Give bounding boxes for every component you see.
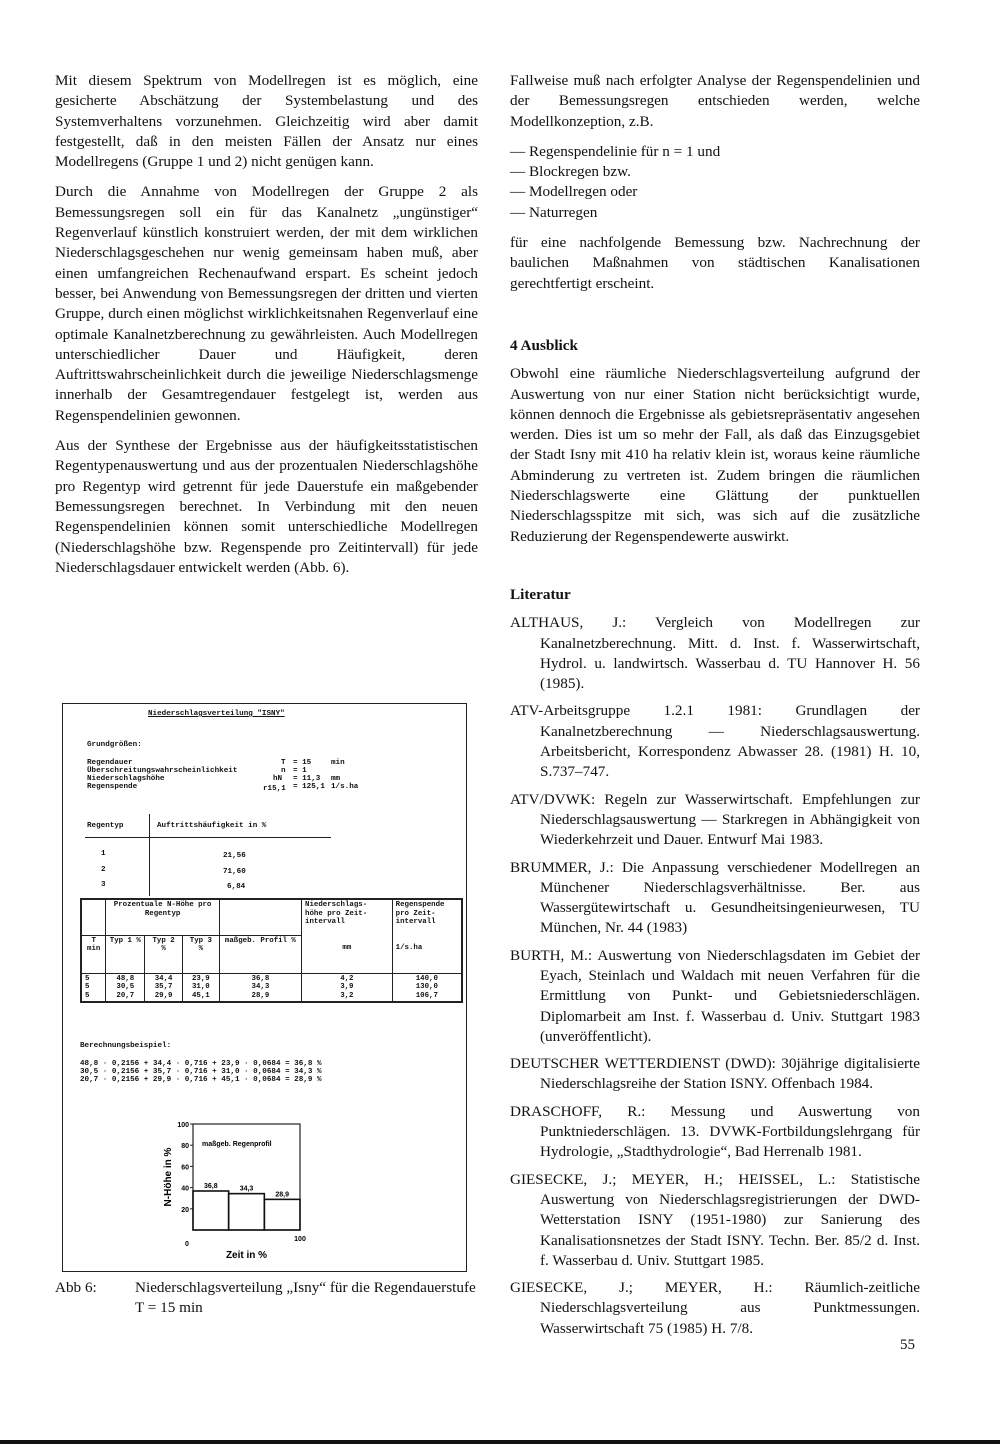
chart-title: maßgeb. Regenprofil [202,1141,272,1148]
page-number: 55 [900,1337,915,1353]
plot-frame [193,1124,300,1230]
param-unit: min [331,759,345,767]
column-header: T min [81,935,106,973]
list-item: — Naturregen [510,203,598,221]
reference: BURTH, M.: Auswertung von Niederschlagsdaten im Gebiet der Eyach, Steinlach und Waldach mit neuen Verfahren für die Ermittlung von Punkt- und Gebietsniederschlägen. Diplomarbeit am Inst. f. Wasserbau d. Univ. Stuttgart 1983 (unveröffentlicht). [510,946,920,1045]
profile-table [80,898,463,1003]
section-heading: 4 Ausblick [510,336,578,354]
grundgroessen-label: Grundgrößen: [87,741,142,749]
figure-6 [62,703,467,1272]
beispiel-label: Berechnungsbeispiel: [80,1042,172,1050]
x-tick-label: 100 [294,1236,306,1243]
param-value: = 11,3 [293,775,321,783]
header-prozentual: Prozentuale N-Höhe pro Regentyp [106,899,219,935]
right-column [510,71,920,1346]
param-symbol: r15,1 [263,785,286,793]
param-symbol: n [281,767,286,775]
y-axis-label: N-Höhe in % [163,1147,174,1207]
regenprofil-chart [153,1109,323,1269]
reference: ALTHAUS, J.: Vergleich von Modellregen zur Kanalnetzberechnung. Mitt. d. Inst. f. Wasserwirtschaft, Hydrol. u. landwirtsch. Wasserbau d. TU Hannover H. 56 (1985). [510,614,920,693]
column-header: Typ 2 % [145,935,183,973]
param-label: Regendauer [87,759,133,767]
header-regenspende: Regenspende pro Zeit- intervall 1/s.ha [392,899,462,973]
table-cell: 1 [101,850,106,858]
caption-label: Abb 6: [55,1279,97,1296]
paragraph: Obwohl eine räumliche Niederschlagsverteilung aufgrund der Auswertung von nur einer Station nicht berücksichtigt wurde, können dennoch die Ergebnisse als gebietsrepräsentativ angesehen werden. Dies ist um so mehr der Fall, als daß das Einzugsgebiet der Stadt Isny mit 410 ha relativ klein ist, woraus keine räumliche Abminderung zu vertreten ist. Zudem bringen die räumlichen Niederschlagswerte eine Glättung der punktuellen Niederschlagsspitze mit sich, was sich auf die zusätzliche Reduzierung der Regenspendewerte auswirkt. [510,365,920,545]
reference: ATV-Arbeitsgruppe 1.2.1 1981: Grundlagen der Kanalnetzberechnung — Niederschlagsauswertung. Arbeitsbericht, Korrespondenz Abwasser 28. (1981) H. 10, S.737–747. [510,702,920,781]
y-tick-label: 80 [181,1143,189,1151]
left-column [55,71,478,588]
y-tick-label: 20 [181,1206,189,1214]
bar-value-label: 34,3 [239,1185,254,1193]
y-tick-label: 100 [177,1122,189,1129]
column-header: Typ 1 % [106,935,145,973]
x-tick-label: 0 [185,1241,189,1248]
paragraph: Fallweise muß nach erfolgter Analyse der Regenspendelinien und der Bemessungsregen entschieden werden, welche Modellkonzeption, z.B. [510,72,920,130]
table-cell: 21,56 [223,852,246,860]
column-header: Typ 3 % [182,935,219,973]
literature-heading: Literatur [510,585,571,603]
param-label: Überschreitungswahrscheinlichkeit [87,767,238,775]
bar [193,1191,229,1230]
table-cell: 71,60 [223,868,246,876]
beispiel-line: 20,7 · 0,2156 + 29,9 · 0,716 + 45,1 · 0,0684 = 28,9 % [80,1076,322,1084]
paragraph: Durch die Annahme von Modellregen der Gruppe 2 als Bemessungsregen soll ein für das Kanalnetz „ungünstiger“ Regenverlauf künstlich konstruiert werden, der mit dem wirklichen Niederschlagsgeschehen nur wenig gemeinsam haben muß, aber einen umfangreichen Rechenaufwand erspart. Es scheint jedoch besser, bei Anwendung von Bemessungsregen der dritten und vierten Gruppe, durch einen möglichst wirklichkeitsnahen Regenverlauf eine optimale Kanalnetzberechnung zu gewährleisten. Auch Modellregen unterschiedlicher Dauer und Häufigkeit, deren Auftrittswahrscheinlichkeit durch die jeweilige Niederschlagsmenge innerhalb der Gesamtregendauer festgelegt ist, werden aus Regenspendelinien gewonnen. [55,183,478,424]
reference: BRUMMER, J.: Die Anpassung verschiedener Modellregen an Münchener Niederschlagsverhältnisse. Ber. aus Wassergütewirtschaft u. Gesundheitsingenieurwesen, TU München, Nr. 44 (1983) [510,858,920,937]
x-axis-label: Zeit in % [225,1250,268,1261]
reference: DEUTSCHER WETTERDIENST (DWD): 30jährige digitalisierte Niederschlagsreihe der Station ISNY. Offenbach 1984. [510,1055,920,1093]
model-list [510,142,920,223]
param-value: = 1 [293,767,307,775]
caption-text: Niederschlagsverteilung „Isny“ für die Regendauerstufe T = 15 min [135,1279,476,1317]
beispiel-line: 48,8 · 0,2156 + 34,4 · 0,716 + 23,9 · 0,0684 = 36,8 % [80,1060,322,1068]
param-symbol: T [281,759,286,767]
list-item: — Regenspendelinie für n = 1 und [510,142,721,160]
figure-title: Niederschlagsverteilung "ISNY" [148,710,285,718]
table-row: 5 5 5 48,8 30,5 20,7 34,4 35,7 29,9 23,9 31,0 45,1 36,8 34,3 28,9 4,2 3,9 3,2 140,0 130,0 106,7 [81,973,462,1002]
header-nhoehe: Niederschlags- höhe pro Zeit- intervall mm [302,899,393,973]
beispiel-line: 30,5 · 0,2156 + 35,7 · 0,716 + 31,0 · 0,0684 = 34,3 % [80,1068,322,1076]
bar-value-label: 28,9 [275,1191,289,1199]
param-unit: 1/s.ha [331,783,359,791]
table-cell: 6,84 [227,883,246,891]
reference: DRASCHOFF, R.: Messung und Auswertung von Punktniederschlägen. 13. DVWK-Fortbildungslehrgang für Hydrologie, „Stadthydrologie“, Bad Herrenalb 1981. [510,1102,920,1161]
bar [229,1194,265,1230]
list-item: — Modellregen oder [510,183,638,201]
paragraph: Mit diesem Spektrum von Modellregen ist es möglich, eine gesicherte Abschätzung der Systembelastung und des Systemverhaltens vorzunehmen. Gleichzeitig wird aber damit festgestellt, daß in den meisten Fällen der Ansatz nur eines Modellregens (Gruppe 1 und 2) nicht genügen kann. [55,72,478,171]
param-unit: mm [331,775,341,783]
table-cell: 2 [101,866,106,874]
table-cell: 3 [101,881,106,889]
reference: GIESECKE, J.; MEYER, H.: Räumlich-zeitliche Niederschlagsverteilung aus Punktmessungen. Wasserwirtschaft 75 (1985) H. 7/8. [510,1279,920,1337]
param-symbol: hN [273,775,283,783]
column-header: Regentyp [87,822,124,830]
y-tick-label: 60 [181,1164,189,1172]
paragraph: für eine nachfolgende Bemessung bzw. Nachrechnung der baulichen Maßnahmen von städtischen Kanalisationen gerechtfertigt erscheint. [510,234,920,292]
param-label: Regenspende [87,783,138,791]
list-item: — Blockregen bzw. [510,163,631,181]
column-header: maßgeb. Profil % [219,935,301,973]
bottom-rule [0,1440,1000,1444]
paragraph: Aus der Synthese der Ergebnisse aus der häufigkeitsstatistischen Regentypenauswertung und aus der prozentualen Niederschlagshöhe pro Regentyp wird getrennt für jede Dauerstufe ein maßgebender Bemessungsregen berechnet. In Verbindung mit den neuen Regenspendelinien können somit unterschiedliche Modellregen (Niederschlagshöhe bzw. Regenspende pro Zeitintervall) für jede Niederschlagsdauer entwickelt werden (Abb. 6). [55,437,478,576]
bar-value-label: 36,8 [204,1182,218,1190]
bar [264,1199,300,1230]
reference: ATV/DVWK: Regeln zur Wasserwirtschaft. Empfehlungen zur Niederschlagsauswertung — Starkregen in Abhängigkeit von Wiederkehrzeit und Dauer. Entwurf Mai 1983. [510,790,920,849]
param-value: = 15 [293,759,312,767]
y-tick-label: 40 [181,1185,189,1193]
param-value: = 125,1 [293,783,325,791]
reference: GIESECKE, J.; MEYER, H.; HEISSEL, L.: Statistische Auswertung von Niederschlagsregistrierungen der DWD-Wetterstation ISNY (1951-1980) zur Sanierung des Kanalisationsnetzes der Stadt ISNY. Techn. Ber. 85/2 d. Inst. f. Wasserbau d. Univ. Stuttgart 1985. [510,1170,920,1269]
column-header: Auftrittshäufigkeit in % [157,822,267,830]
figure-caption [55,1278,478,1319]
param-label: Niederschlagshöhe [87,775,165,783]
